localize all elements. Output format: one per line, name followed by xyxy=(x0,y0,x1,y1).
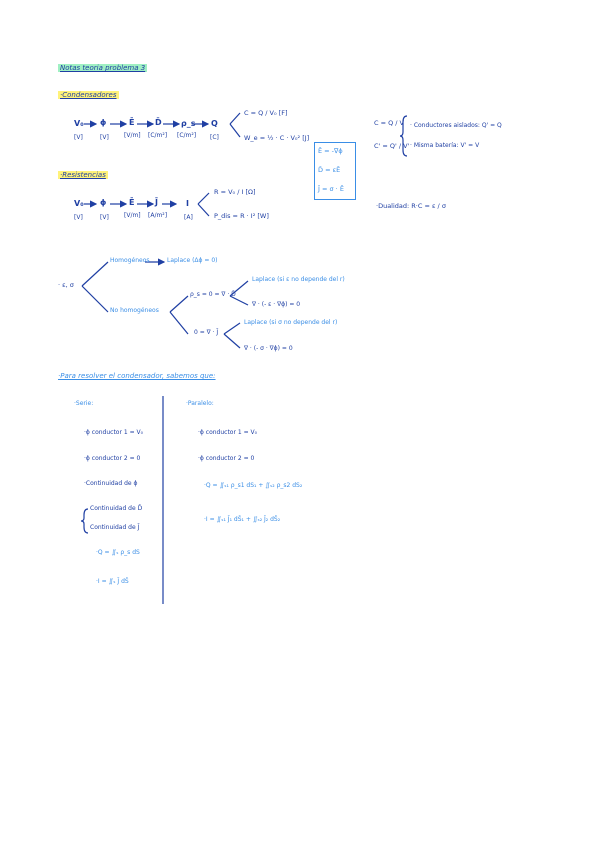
section-resolver: ·Para resolver el condensador, sabemos que: xyxy=(58,372,216,380)
paralelo-i: ·I = ∬ₛ₁ J̄₁ dS̄₁ + ∬ₛ₂ J̄₂ dS̄₂ xyxy=(204,516,281,523)
note-c: C = Q / V xyxy=(374,119,405,127)
dualidad-note: ·Dualidad: R·C = ε / σ xyxy=(376,202,446,210)
serie-q: ·Q = ∬ₛ ρ_s dS xyxy=(96,549,140,556)
rho-equation: ρ_s = 0 = ∇ · D̄ xyxy=(190,291,236,298)
laplace-epsilon: Laplace (si ε no depende del r) xyxy=(252,276,345,283)
serie-title: ·Serie: xyxy=(74,400,94,407)
section-condensadores: ·Condensadores xyxy=(60,91,117,99)
unit-label: [V] xyxy=(74,214,83,221)
chain-item: Ē xyxy=(129,118,135,127)
chain-item: ϕ xyxy=(100,198,107,207)
tree-homogeneos: Homogéneos xyxy=(110,257,150,264)
tree-laplace: Laplace (Δϕ = 0) xyxy=(167,257,218,264)
chain-item: ϕ xyxy=(100,118,107,127)
divergence-epsilon: ∇ · (- ε · ∇ϕ) = 0 xyxy=(252,301,301,308)
note-aislados: · Conductores aislados: Q' = Q xyxy=(410,122,502,129)
paralelo-item: ·ϕ conductor 1 = V₀ xyxy=(198,429,258,436)
chain-item: Q xyxy=(211,119,218,128)
page-title: Notas teoria problema 3 xyxy=(60,64,146,72)
note-c-prime: C' = Q' / V' xyxy=(374,142,410,150)
zero-equation: 0 = ∇ · J̄ xyxy=(194,329,219,336)
laplace-sigma: Laplace (si σ no depende del r) xyxy=(244,319,338,326)
chain-item: Ē xyxy=(129,198,135,207)
chain-item: V₀ xyxy=(74,119,84,128)
section-resistencias: ·Resistencias xyxy=(60,171,106,179)
unit-label: [V] xyxy=(100,214,109,221)
energy-formula: W_e = ½ · C · V₀² [J] xyxy=(244,134,310,142)
paralelo-q: ·Q = ∬ₛ₁ ρ_s1 dS₁ + ∬ₛ₂ ρ_s2 dS₂ xyxy=(204,482,303,489)
unit-label: [V/m] xyxy=(124,212,141,219)
chain-item: V₀ xyxy=(74,199,84,208)
unit-label: [V] xyxy=(74,134,83,141)
resistance-formula: R = V₀ / I [Ω] xyxy=(214,188,256,196)
power-formula: P_dis = R · I² [W] xyxy=(214,212,269,220)
tree-root: · ε, σ xyxy=(58,281,74,289)
unit-label: [A] xyxy=(184,214,193,221)
unit-label: [C] xyxy=(210,134,219,141)
capacitance-formula: C = Q / V₀ [F] xyxy=(244,109,288,117)
unit-label: [A/m²] xyxy=(148,212,168,219)
chain-item: J̄ xyxy=(155,198,158,207)
tree-no-homogeneos: No homogéneos xyxy=(110,307,159,314)
unit-label: [C/m²] xyxy=(148,132,168,139)
unit-label: [V/m] xyxy=(124,132,141,139)
chain-item: ρ_s xyxy=(181,119,196,128)
unit-label: [C/m²] xyxy=(177,132,197,139)
serie-item: ·ϕ conductor 2 = 0 xyxy=(84,455,141,462)
serie-item: ·ϕ conductor 1 = V₀ xyxy=(84,429,144,436)
serie-continuidad-d: Continuidad de D̄ xyxy=(90,505,143,512)
unit-label: [V] xyxy=(100,134,109,141)
chain-item: D̄ xyxy=(155,118,162,127)
paralelo-title: ·Paralelo: xyxy=(186,400,214,407)
serie-i: ·I = ∬ₛ J̄ dS̄ xyxy=(96,578,129,585)
serie-item: ·Continuidad de ϕ xyxy=(84,480,138,487)
chain-item: I xyxy=(186,199,189,208)
equation: J̄ = σ · Ē xyxy=(318,185,344,193)
divergence-sigma: ∇ · (- σ · ∇ϕ) = 0 xyxy=(244,345,293,352)
paralelo-item: ·ϕ conductor 2 = 0 xyxy=(198,455,255,462)
equation: Ē = -∇ϕ xyxy=(318,147,343,155)
note-bateria: · Misma batería: V' = V xyxy=(410,142,480,149)
equation: D̄ = εĒ xyxy=(318,166,341,174)
serie-continuidad-j: Continuidad de J̄ xyxy=(90,524,140,531)
